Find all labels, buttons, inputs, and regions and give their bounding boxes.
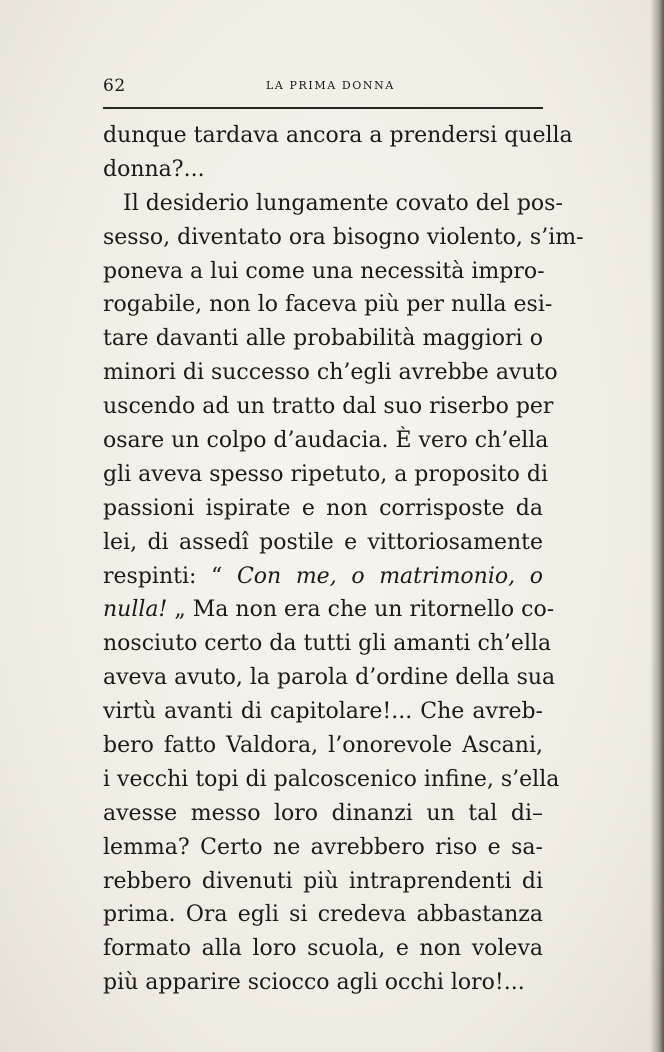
text-line: poneva a lui come una necessità impro- [103,258,545,284]
text-line: minori di successo ch’egli avrebbe avuto [103,360,558,386]
text-line: virtù avanti di capitolare!... Che avreb- [103,699,543,725]
text-line: sesso, diventato ora bisogno violento, s’im- [103,224,584,250]
text-line: bero fatto Valdora, l’onorevole Ascani, [103,733,543,759]
text-line: tare davanti alle probabilità maggiori o [103,326,543,352]
text-line: passioni ispirate e non corrisposte da [103,495,543,521]
page-number: 62 [103,76,126,96]
text-line: uscendo ad un tratto dal suo riserbo per [103,394,554,420]
text-line: aveva avuto, la parola d’ordine della sua [103,665,556,691]
quote-continuation: Ma non era che un ritornello co- [192,597,555,623]
text-line: lei, di assedî postile e vittoriosamente [103,529,543,555]
text-line-quote [103,560,543,594]
text-line: più apparire sciocco agli occhi loro!... [103,970,525,996]
text-line: prima. Ora egli si credeva abbastanza [103,902,543,928]
text-line: dunque tardava ancora a prendersi quella [103,123,573,148]
running-title: LA PRIMA DONNA [266,79,395,92]
text-line: Il desiderio lungamente covato del pos- [123,190,563,216]
text-line: rogabile, non lo faceva più per nulla esi- [103,292,553,318]
header-rule [103,107,543,109]
text-line: i vecchi topi di palcoscenico infine, s’ella [103,766,560,792]
body-text [103,119,584,1000]
quote-intro: respinti: [103,563,197,589]
text-line: rebbero divenuti più intraprendenti di [103,868,543,894]
text-line: avesse messo loro dinanzi un tal di– [103,800,543,826]
page-edge-shadow [650,0,664,1052]
quoted-phrase-end: nulla! [103,597,168,623]
quoted-phrase: Con me, o matrimonio, o [236,563,543,589]
text-line: donna?... [103,156,205,182]
page-header [103,76,543,98]
text-line: osare un colpo d’audacia. È vero ch’ella [103,428,549,454]
text-line: formato alla loro scuola, e non voleva [103,936,543,962]
quote-close-mark: „ [174,597,186,623]
text-line: nosciuto certo da tutti gli amanti ch’ella [103,631,552,657]
text-line-quote-end [103,593,555,627]
quote-open-mark: “ [211,563,223,589]
text-line: gli aveva spesso ripetuto, a proposito di [103,461,549,487]
text-line: lemma? Certo ne avrebbero riso e sa- [103,834,543,860]
